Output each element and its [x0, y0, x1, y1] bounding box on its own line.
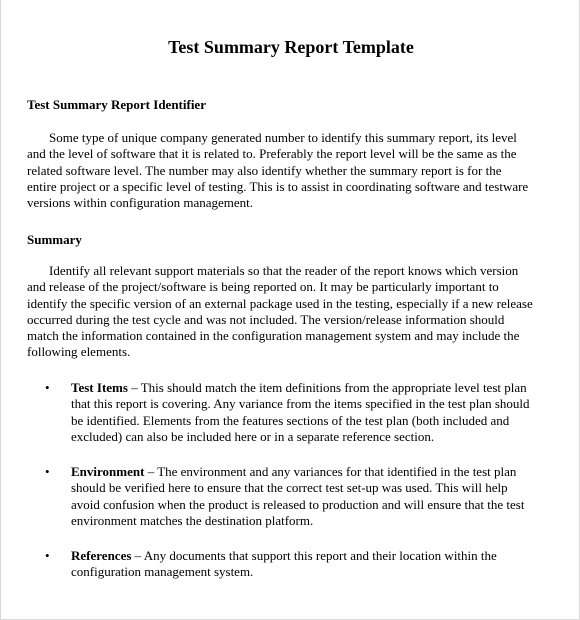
bullet-body	[71, 548, 551, 581]
bullet-text: – The environment and any variances for that identified in the test plan	[144, 464, 517, 479]
section-paragraph-identifier	[27, 130, 547, 211]
paragraph-line: entire project or a specific level of testing. This is to assist in coordinating software and testware	[27, 178, 529, 194]
bullet-line: that this report is covering. Any variance from the items specified in the test plan should	[71, 396, 530, 412]
bullet-term: References	[71, 548, 132, 563]
bullet-line: configuration management system.	[71, 564, 254, 580]
bullet-first-line	[71, 548, 551, 564]
paragraph-line: occurred during the test cycle and was not included. The version/release information should	[27, 311, 505, 327]
paragraph-line: identify the specific version of an external package used in the testing, especially if a new release	[27, 295, 533, 311]
section-heading-summary: Summary	[27, 232, 82, 247]
bullet-first-line	[71, 380, 551, 396]
bullet-body	[71, 464, 551, 529]
paragraph-line: Identify all relevant support materials so that the reader of the report knows which version	[49, 263, 519, 278]
bullet-term: Test Items	[71, 380, 128, 395]
section-paragraph-summary	[27, 263, 547, 361]
bullet-icon: •	[45, 464, 50, 479]
bullet-text: – Any documents that support this report and their location within the	[131, 548, 497, 563]
paragraph-line: related software level. The number may also identify whether the summary report is for the	[27, 162, 502, 178]
page-title: Test Summary Report Template	[168, 37, 414, 57]
bullet-line: environment matches the destination platform.	[71, 512, 314, 528]
bullet-line: be identified. Elements from the features sections of the test plan (both included and	[71, 412, 510, 428]
bullet-line: excluded) can also be included here or in a separate reference section.	[71, 428, 435, 444]
bullet-line: avoid confusion when the product is released to production and will ensure that the test	[71, 496, 525, 512]
paragraph-line: versions within configuration management.	[27, 195, 254, 211]
paragraph-line: and the level of software that it is related to. Preferably the report level will be the same as the	[27, 146, 517, 162]
paragraph-line: match the information contained in the configuration management system and may include the	[27, 328, 520, 344]
paragraph-line: and release of the project/software is being reported on. It may be particularly important to	[27, 279, 499, 295]
bullet-text: – This should match the item definitions from the appropriate level test plan	[127, 380, 527, 395]
bullet-term: Environment	[71, 464, 145, 479]
paragraph-line: following elements.	[27, 344, 131, 360]
section-heading-identifier: Test Summary Report Identifier	[27, 97, 206, 112]
paragraph-line: Some type of unique company generated number to identify this summary report, its level	[49, 130, 517, 145]
bullet-first-line	[71, 464, 551, 480]
bullet-icon: •	[45, 548, 50, 563]
bullet-body	[71, 380, 551, 445]
bullet-icon: •	[45, 380, 50, 395]
bullet-line: should be verified here to ensure that the correct test set-up was used. This will help	[71, 480, 508, 496]
